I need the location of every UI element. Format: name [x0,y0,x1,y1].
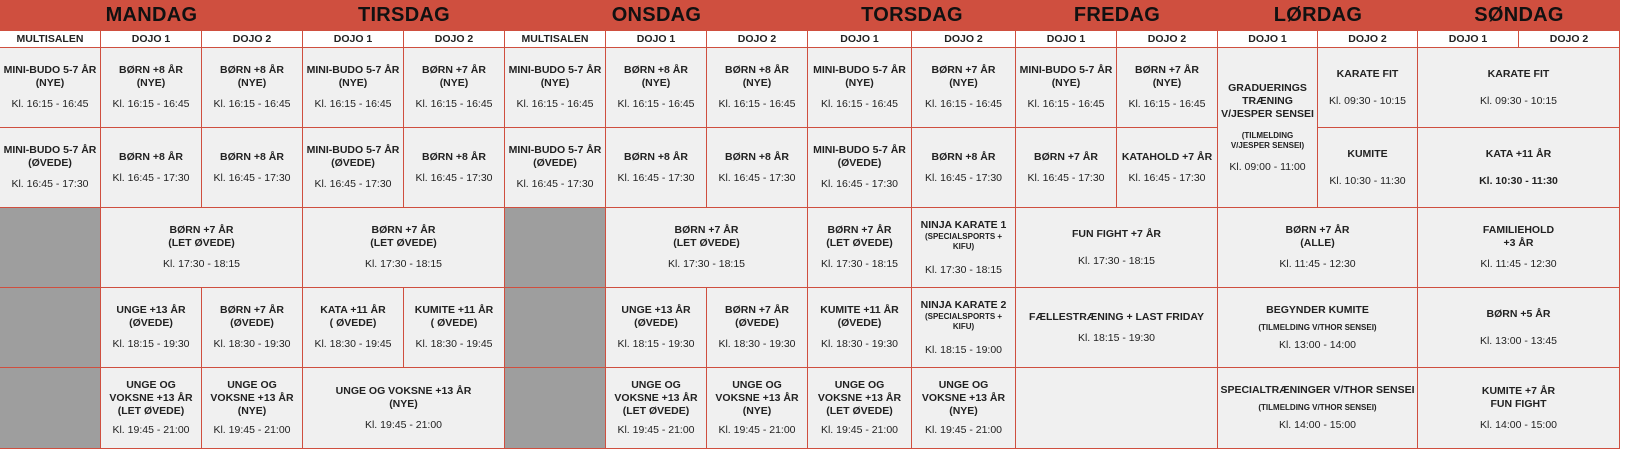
class-title: UNGE OG VOKSNE +13 ÅR (LET ØVEDE) [614,379,698,417]
blocked-slot [0,208,101,288]
class-title: BØRN +8 ÅR (NYE) [119,64,183,89]
class-title: UNGE +13 ÅR (ØVEDE) [116,304,186,329]
class-cell [707,128,808,208]
class-time: Kl. 10:30 - 11:30 [1479,174,1558,187]
class-cell [912,128,1016,208]
class-title: KATA +11 ÅR [1485,147,1552,160]
class-cell [808,368,912,449]
blocked-slot [505,368,606,449]
class-title: KATA +11 ÅR ( ØVEDE) [320,304,386,329]
class-title: MINI-BUDO 5-7 ÅR (NYE) [813,64,906,89]
day-header-lordag: LØRDAG [1218,0,1418,31]
class-title: FÆLLESTRÆNING + LAST FRIDAY [1029,310,1204,323]
class-cell [1218,288,1418,368]
class-time: Kl. 16:15 - 16:45 [820,98,899,110]
class-note: (SPECIALSPORTS + KIFU) [924,231,1003,251]
class-time: Kl. 19:45 - 21:00 [718,424,796,436]
class-title: NINJA KARATE 1 [920,218,1007,231]
class-cell [303,208,505,288]
class-title: BØRN +7 ÅR (ØVEDE) [220,304,284,329]
class-time: Kl. 16:15 - 16:45 [718,98,796,110]
class-cell [808,288,912,368]
day-header-mandag: MANDAG [0,0,303,31]
room-header: DOJO 2 [404,31,505,48]
class-time: Kl. 18:15 - 19:00 [924,343,1003,356]
class-title: BØRN +7 ÅR [1034,150,1098,163]
class-title: MINI-BUDO 5-7 ÅR (ØVEDE) [813,144,906,169]
class-cell [912,208,1016,288]
class-title: MINI-BUDO 5-7 ÅR (ØVEDE) [306,144,400,169]
class-time: Kl. 18:30 - 19:45 [314,338,392,350]
class-title: UNGE OG VOKSNE +13 ÅR (LET ØVEDE) [109,379,193,417]
blocked-slot [0,288,101,368]
class-cell [606,48,707,128]
class-time: Kl. 16:15 - 16:45 [213,98,291,110]
class-time: Kl. 19:45 - 21:00 [924,424,1003,436]
class-title: UNGE OG VOKSNE +13 ÅR (NYE) [921,379,1006,417]
class-title: BØRN +7 ÅR (LET ØVEDE) [370,224,437,249]
class-time: Kl. 18:15 - 19:30 [1077,331,1156,344]
class-title: KUMITE +7 ÅR FUN FIGHT [1481,384,1556,410]
class-time: Kl. 11:45 - 12:30 [1279,258,1356,270]
class-cell [912,48,1016,128]
class-title: FUN FIGHT +7 ÅR [1072,227,1161,240]
class-time: Kl. 16:15 - 16:45 [1128,98,1206,110]
class-title: MINI-BUDO 5-7 ÅR (NYE) [1019,64,1113,89]
class-time: Kl. 11:45 - 12:30 [1480,258,1557,270]
class-cell [606,288,707,368]
class-time: Kl. 13:00 - 13:45 [1479,334,1558,347]
class-cell [303,368,505,449]
class-cell [707,368,808,449]
class-time: Kl. 16:45 - 17:30 [314,178,392,190]
class-cell [1016,128,1117,208]
class-title: BØRN +7 ÅR (ALLE) [1285,224,1350,249]
class-time: Kl. 18:30 - 19:30 [718,338,796,350]
class-cell [1418,128,1620,208]
class-time: Kl. 09:00 - 11:00 [1229,160,1306,173]
class-time: Kl. 16:15 - 16:45 [617,98,695,110]
class-title: FAMILIEHOLD +3 ÅR [1482,224,1555,249]
class-time: Kl. 19:45 - 21:00 [213,424,291,436]
class-note: (TILMELDING V/THOR SENSEI) [1258,403,1377,412]
class-title: KUMITE +11 ÅR ( ØVEDE) [414,304,494,329]
room-header: DOJO 2 [1519,31,1620,48]
class-time: Kl. 16:45 - 17:30 [213,171,291,184]
class-note: (SPECIALSPORTS + KIFU) [924,311,1003,331]
class-title: BØRN +8 ÅR [220,150,284,163]
class-title: KUMITE [1347,147,1388,160]
class-title: KUMITE +11 ÅR (ØVEDE) [820,304,899,329]
class-time: Kl. 16:15 - 16:45 [415,98,493,110]
class-cell [1418,48,1620,128]
class-time: Kl. 16:45 - 17:30 [924,171,1003,184]
room-header: DOJO 2 [912,31,1016,48]
class-title: BØRN +7 ÅR (ØVEDE) [725,304,789,329]
class-time: Kl. 18:30 - 19:30 [213,338,291,350]
class-title: BØRN +8 ÅR [119,150,183,163]
room-header: DOJO 2 [1117,31,1218,48]
class-title: BØRN +8 ÅR (NYE) [725,64,789,89]
class-time: Kl. 16:45 - 17:30 [718,171,796,184]
class-title: SPECIALTRÆNINGER V/THOR SENSEI [1220,384,1415,396]
class-time: Kl. 16:15 - 16:45 [11,98,89,110]
class-time: Kl. 19:45 - 21:00 [820,424,899,436]
class-time: Kl. 18:15 - 19:30 [112,338,190,350]
class-cell [505,48,606,128]
day-header-sondag: SØNDAG [1418,0,1620,31]
class-cell [404,128,505,208]
room-header: DOJO 1 [101,31,202,48]
class-cell [404,288,505,368]
blocked-slot [505,208,606,288]
class-cell [1218,368,1418,449]
class-cell [101,288,202,368]
class-title: BØRN +8 ÅR (NYE) [624,64,688,89]
class-cell [1016,288,1218,368]
class-time: Kl. 10:30 - 11:30 [1329,174,1406,187]
class-time: Kl. 14:00 - 15:00 [1278,419,1357,431]
class-title: BØRN +8 ÅR [931,150,996,163]
class-cell [707,48,808,128]
class-cell [1318,128,1418,208]
room-header: DOJO 2 [1318,31,1418,48]
room-header: MULTISALEN [0,31,101,48]
class-cell [202,128,303,208]
class-cell [808,48,912,128]
class-title: BØRN +8 ÅR [422,150,486,163]
room-header: DOJO 2 [707,31,808,48]
class-cell [606,128,707,208]
class-time: Kl. 17:30 - 18:15 [924,263,1003,276]
class-title: MINI-BUDO 5-7 ÅR (ØVEDE) [508,144,602,169]
class-time: Kl. 18:30 - 19:45 [415,338,493,350]
class-cell [202,368,303,449]
blocked-slot [0,368,101,449]
room-header: DOJO 2 [202,31,303,48]
class-time: Kl. 16:45 - 17:30 [820,178,899,190]
class-title: NINJA KARATE 2 [920,298,1007,311]
class-title: BØRN +5 ÅR [1486,307,1551,320]
class-title: BØRN +7 ÅR (LET ØVEDE) [826,224,893,249]
class-title: BØRN +8 ÅR [725,150,789,163]
class-cell [606,368,707,449]
class-cell [808,128,912,208]
day-header-tirsdag: TIRSDAG [303,0,505,31]
day-header-fredag: FREDAG [1016,0,1218,31]
room-header: DOJO 1 [606,31,707,48]
room-header: DOJO 1 [1418,31,1519,48]
class-title: BØRN +7 ÅR (LET ØVEDE) [673,224,740,249]
class-cell [202,288,303,368]
class-cell [808,208,912,288]
class-cell [912,288,1016,368]
class-time: Kl. 16:15 - 16:45 [112,98,190,110]
class-time: Kl. 18:30 - 19:30 [820,338,899,350]
blocked-slot [505,288,606,368]
class-title: BØRN +7 ÅR (LET ØVEDE) [168,224,235,249]
class-cell [101,48,202,128]
class-time: Kl. 09:30 - 10:15 [1328,94,1407,107]
class-cell [101,368,202,449]
empty-slot [1016,368,1218,449]
class-title: MINI-BUDO 5-7 ÅR (NYE) [508,64,602,89]
class-cell [303,288,404,368]
class-title: MINI-BUDO 5-7 ÅR (NYE) [3,64,97,89]
class-time: Kl. 16:45 - 17:30 [617,171,695,184]
class-cell [1218,48,1318,208]
class-note: (TILMELDING V/JESPER SENSEI) [1230,130,1305,150]
class-time: Kl. 17:30 - 18:15 [820,258,899,270]
class-cell [912,368,1016,449]
room-header: DOJO 1 [808,31,912,48]
room-header: DOJO 1 [1016,31,1117,48]
class-cell [1418,288,1620,368]
class-time: Kl. 17:30 - 18:15 [162,258,241,270]
class-cell [303,128,404,208]
class-cell [303,48,404,128]
class-cell [1418,208,1620,288]
class-title: UNGE OG VOKSNE +13 ÅR (NYE) [335,384,472,410]
class-title: UNGE OG VOKSNE +13 ÅR (NYE) [715,379,799,417]
class-time: Kl. 13:00 - 14:00 [1278,338,1357,351]
class-cell [404,48,505,128]
class-time: Kl. 16:45 - 17:30 [112,171,190,184]
day-header-onsdag: ONSDAG [505,0,808,31]
class-time: Kl. 14:00 - 15:00 [1479,418,1558,431]
class-title: KATAHOLD +7 ÅR [1121,150,1213,163]
class-time: Kl. 09:30 - 10:15 [1479,94,1558,107]
class-time: Kl. 16:15 - 16:45 [516,98,594,110]
room-header: DOJO 1 [303,31,404,48]
class-time: Kl. 19:45 - 21:00 [112,424,190,436]
class-title: UNGE OG VOKSNE +13 ÅR (NYE) [210,379,294,417]
class-cell [1016,208,1218,288]
class-time: Kl. 16:15 - 16:45 [1027,98,1105,110]
class-time: Kl. 17:30 - 18:15 [1077,254,1156,267]
class-cell [101,208,303,288]
class-time: Kl. 19:45 - 21:00 [617,424,695,436]
class-cell [1218,208,1418,288]
class-title: BØRN +7 ÅR (NYE) [1135,64,1199,89]
class-title: UNGE +13 ÅR (ØVEDE) [621,304,691,329]
class-title: KARATE FIT [1336,67,1399,80]
class-time: Kl. 16:45 - 17:30 [1128,171,1206,184]
class-time: Kl. 16:15 - 16:45 [314,98,392,110]
class-cell [505,128,606,208]
class-title: KARATE FIT [1487,67,1550,80]
class-cell [606,208,808,288]
room-header: DOJO 1 [1218,31,1318,48]
class-title: BØRN +7 ÅR (NYE) [931,64,996,89]
class-time: Kl. 17:30 - 18:15 [364,258,443,270]
class-cell [0,128,101,208]
class-title: BEGYNDER KUMITE [1266,303,1369,316]
class-time: Kl. 19:45 - 21:00 [364,418,443,431]
class-cell [0,48,101,128]
class-title: BØRN +7 ÅR (NYE) [422,64,486,89]
class-cell [1016,48,1117,128]
class-time: Kl. 16:45 - 17:30 [1027,171,1105,184]
class-time: Kl. 18:15 - 19:30 [617,338,695,350]
class-time: Kl. 16:15 - 16:45 [924,98,1003,110]
class-cell [101,128,202,208]
class-title: BØRN +8 ÅR (NYE) [220,64,284,89]
class-cell [1117,128,1218,208]
class-title: GRADUERINGS TRÆNING V/JESPER SENSEI [1221,81,1314,120]
class-cell [1318,48,1418,128]
day-header-torsdag: TORSDAG [808,0,1016,31]
class-time: Kl. 16:45 - 17:30 [415,171,493,184]
class-title: UNGE OG VOKSNE +13 ÅR (LET ØVEDE) [817,379,902,417]
class-time: Kl. 16:45 - 17:30 [11,178,89,190]
class-time: Kl. 17:30 - 18:15 [667,258,746,270]
class-title: BØRN +8 ÅR [624,150,688,163]
class-cell [1418,368,1620,449]
class-note: (TILMELDING V/THOR SENSEI) [1258,322,1377,332]
class-time: Kl. 16:45 - 17:30 [516,178,594,190]
room-header: MULTISALEN [505,31,606,48]
class-cell [1117,48,1218,128]
class-title: MINI-BUDO 5-7 ÅR (NYE) [306,64,400,89]
class-title: MINI-BUDO 5-7 ÅR (ØVEDE) [3,144,97,169]
class-cell [202,48,303,128]
class-cell [707,288,808,368]
